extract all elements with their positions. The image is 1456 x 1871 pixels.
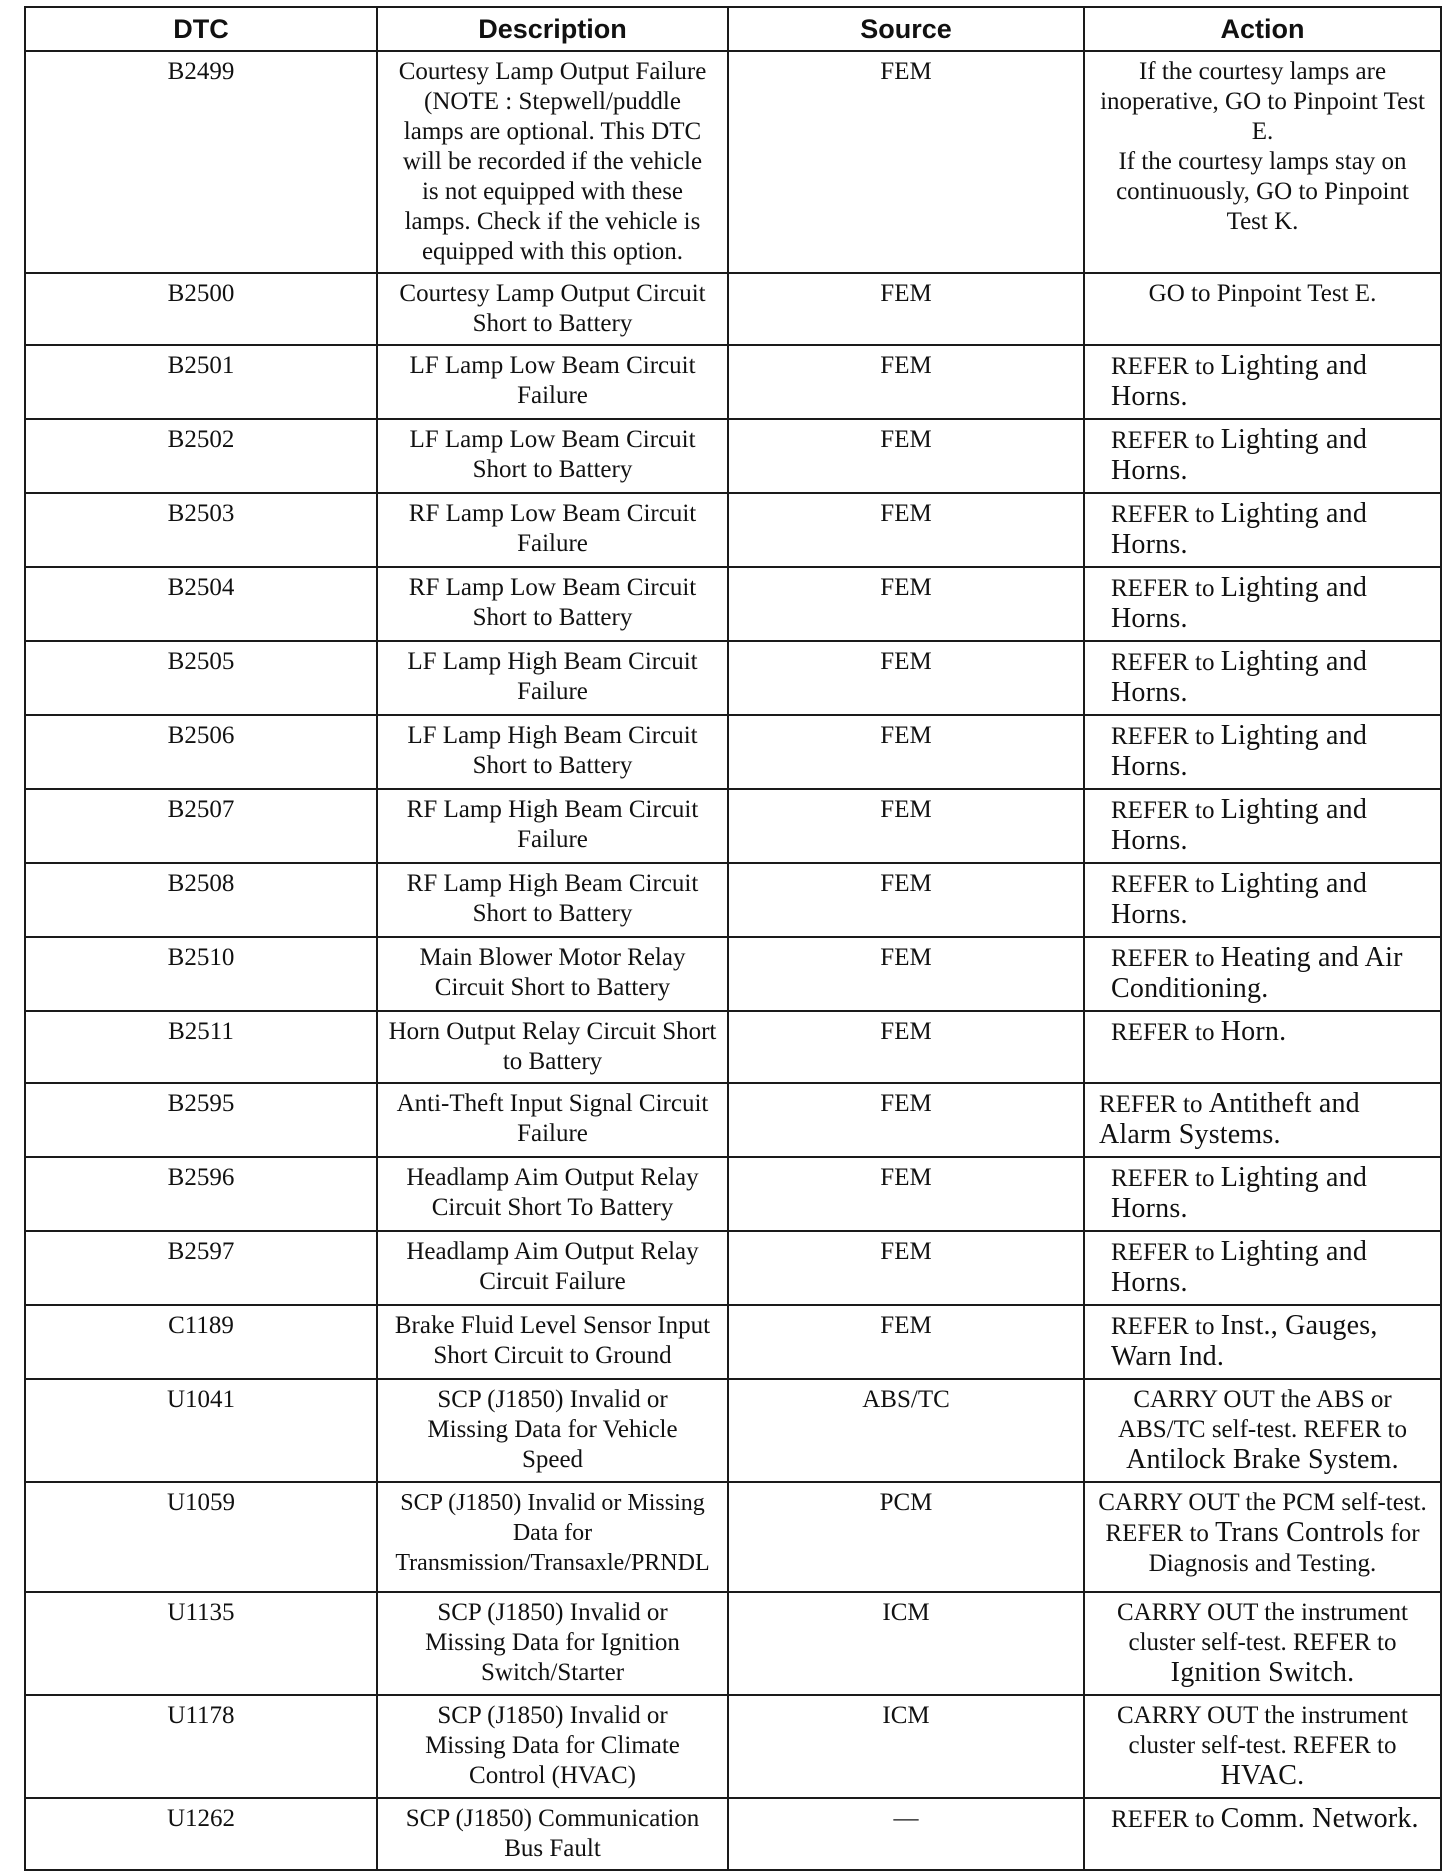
table-row	[25, 863, 1441, 937]
dtc-source: ABS/TC	[728, 1379, 1084, 1482]
dtc-action	[1084, 1592, 1441, 1695]
dtc-action	[1084, 493, 1441, 567]
dtc-description: LF Lamp High Beam Circuit Failure	[377, 641, 728, 715]
table-row	[25, 1231, 1441, 1305]
reference-link[interactable]: Lighting and Horns.	[1111, 868, 1368, 930]
table-row	[25, 567, 1441, 641]
dtc-table	[24, 6, 1442, 1871]
dtc-description: RF Lamp Low Beam Circuit Failure	[377, 493, 728, 567]
dtc-source: FEM	[728, 789, 1084, 863]
dtc-description: RF Lamp Low Beam Circuit Short to Battery	[377, 567, 728, 641]
dtc-source: ICM	[728, 1592, 1084, 1695]
header-row	[25, 7, 1441, 51]
header-dtc: DTC	[25, 7, 377, 51]
action-prefix: REFER to	[1111, 427, 1215, 454]
dtc-description: Courtesy Lamp Output Circuit Short to Battery	[377, 273, 728, 345]
header-source: Source	[728, 7, 1084, 51]
dtc-source: FEM	[728, 493, 1084, 567]
dtc-action	[1084, 1482, 1441, 1592]
action-text: CARRY OUT the instrument cluster self-test. REFER to	[1117, 1599, 1408, 1656]
dtc-description: Main Blower Motor Relay Circuit Short to Battery	[377, 937, 728, 1011]
dtc-description: Headlamp Aim Output Relay Circuit Short To Battery	[377, 1157, 728, 1231]
dtc-description: SCP (J1850) Invalid or Missing Data for Transmission/Transaxle/PRNDL	[377, 1482, 728, 1592]
dtc-code: U1041	[25, 1379, 377, 1482]
action-prefix: REFER to	[1111, 575, 1215, 602]
reference-link[interactable]: Inst., Gauges, Warn Ind.	[1111, 1310, 1378, 1372]
table-row	[25, 51, 1441, 273]
table-row	[25, 1482, 1441, 1592]
dtc-action	[1084, 641, 1441, 715]
action-prefix: REFER to	[1111, 1165, 1215, 1192]
dtc-description: Anti-Theft Input Signal Circuit Failure	[377, 1083, 728, 1157]
dtc-description: LF Lamp Low Beam Circuit Short to Battery	[377, 419, 728, 493]
reference-link[interactable]: Lighting and Horns.	[1111, 498, 1368, 560]
table-row	[25, 1379, 1441, 1482]
action-prefix: REFER to	[1099, 1091, 1203, 1118]
table-row	[25, 937, 1441, 1011]
dtc-code: B2595	[25, 1083, 377, 1157]
dtc-source: PCM	[728, 1482, 1084, 1592]
action-prefix: REFER to	[1111, 797, 1215, 824]
dtc-action	[1084, 1379, 1441, 1482]
dtc-action	[1084, 51, 1441, 273]
action-text: GO to Pinpoint Test E.	[1148, 280, 1377, 307]
reference-link[interactable]: Horn.	[1220, 1016, 1287, 1047]
action-prefix: REFER to	[1111, 945, 1215, 972]
dtc-code: B2505	[25, 641, 377, 715]
dtc-source: —	[728, 1798, 1084, 1870]
dtc-source: FEM	[728, 1011, 1084, 1083]
dtc-action	[1084, 345, 1441, 419]
header-description: Description	[377, 7, 728, 51]
reference-link[interactable]: Lighting and Horns.	[1111, 646, 1368, 708]
reference-link[interactable]: Lighting and Horns.	[1111, 794, 1368, 856]
dtc-description: Brake Fluid Level Sensor Input Short Circuit to Ground	[377, 1305, 728, 1379]
dtc-source: FEM	[728, 419, 1084, 493]
table-row	[25, 419, 1441, 493]
table-row	[25, 1798, 1441, 1870]
dtc-action	[1084, 863, 1441, 937]
action-prefix: REFER to	[1111, 1313, 1215, 1340]
reference-link[interactable]: Lighting and Horns.	[1111, 1162, 1368, 1224]
dtc-description: Horn Output Relay Circuit Short to Battery	[377, 1011, 728, 1083]
dtc-source: FEM	[728, 345, 1084, 419]
dtc-description: SCP (J1850) Invalid or Missing Data for Ignition Switch/Starter	[377, 1592, 728, 1695]
reference-link[interactable]: Antilock Brake System.	[1126, 1444, 1399, 1475]
dtc-code: B2511	[25, 1011, 377, 1083]
dtc-description: RF Lamp High Beam Circuit Failure	[377, 789, 728, 863]
dtc-code: B2501	[25, 345, 377, 419]
dtc-action	[1084, 1157, 1441, 1231]
reference-link[interactable]: Heating and Air Conditioning.	[1111, 942, 1403, 1004]
dtc-code: U1178	[25, 1695, 377, 1798]
dtc-description: SCP (J1850) Invalid or Missing Data for Vehicle Speed	[377, 1379, 728, 1482]
action-prefix: REFER to	[1111, 353, 1215, 380]
dtc-code: B2503	[25, 493, 377, 567]
action-prefix: REFER to	[1111, 649, 1215, 676]
dtc-code: B2597	[25, 1231, 377, 1305]
action-text: If the courtesy lamps are inoperative, GO to Pinpoint Test E.	[1100, 58, 1425, 145]
table-row	[25, 1157, 1441, 1231]
dtc-source: FEM	[728, 567, 1084, 641]
action-prefix: REFER to	[1111, 501, 1215, 528]
table-row	[25, 273, 1441, 345]
dtc-source: FEM	[728, 1157, 1084, 1231]
dtc-action	[1084, 789, 1441, 863]
reference-link[interactable]: Comm. Network.	[1220, 1803, 1419, 1834]
dtc-code: B2508	[25, 863, 377, 937]
dtc-action	[1084, 419, 1441, 493]
table-row	[25, 1695, 1441, 1798]
dtc-action	[1084, 1305, 1441, 1379]
reference-link[interactable]: HVAC.	[1220, 1760, 1305, 1791]
action-text: If the courtesy lamps stay on continuously, GO to Pinpoint Test K.	[1116, 148, 1409, 235]
header-action: Action	[1084, 7, 1441, 51]
dtc-code: B2510	[25, 937, 377, 1011]
dtc-action	[1084, 567, 1441, 641]
dtc-description: SCP (J1850) Invalid or Missing Data for Climate Control (HVAC)	[377, 1695, 728, 1798]
reference-link[interactable]: Lighting and Horns.	[1111, 720, 1368, 782]
table-row	[25, 493, 1441, 567]
action-prefix: REFER to	[1111, 723, 1215, 750]
reference-link[interactable]: Lighting and Horns.	[1111, 572, 1368, 634]
reference-link[interactable]: Lighting and Horns.	[1111, 350, 1368, 412]
dtc-action	[1084, 715, 1441, 789]
dtc-code: B2596	[25, 1157, 377, 1231]
action-prefix: REFER to	[1111, 871, 1215, 898]
dtc-code: B2507	[25, 789, 377, 863]
dtc-source: FEM	[728, 273, 1084, 345]
table-row	[25, 641, 1441, 715]
dtc-description: Courtesy Lamp Output Failure (NOTE : Stepwell/puddle lamps are optional. This DTC will be recorded if the vehicle is not equipped with these lamps. Check if the vehicle is equipped with this option.	[377, 51, 728, 273]
dtc-description: LF Lamp High Beam Circuit Short to Battery	[377, 715, 728, 789]
dtc-source: FEM	[728, 863, 1084, 937]
reference-link[interactable]: Trans Controls	[1215, 1517, 1385, 1548]
dtc-code: B2500	[25, 273, 377, 345]
reference-link[interactable]: Antitheft and Alarm Systems.	[1099, 1088, 1360, 1150]
dtc-action	[1084, 937, 1441, 1011]
dtc-code: C1189	[25, 1305, 377, 1379]
dtc-source: FEM	[728, 1083, 1084, 1157]
dtc-code: U1262	[25, 1798, 377, 1870]
dtc-action	[1084, 1011, 1441, 1083]
dtc-code: U1135	[25, 1592, 377, 1695]
action-prefix: REFER to	[1111, 1239, 1215, 1266]
reference-link[interactable]: Lighting and Horns.	[1111, 1236, 1368, 1298]
dtc-code: B2499	[25, 51, 377, 273]
dtc-description: SCP (J1850) Communication Bus Fault	[377, 1798, 728, 1870]
dtc-page	[24, 6, 1440, 1871]
table-row	[25, 1011, 1441, 1083]
action-text: CARRY OUT the PCM self-test. REFER to	[1098, 1489, 1427, 1547]
action-text: CARRY OUT the ABS or ABS/TC self-test. REFER to	[1118, 1386, 1407, 1443]
dtc-description: Headlamp Aim Output Relay Circuit Failure	[377, 1231, 728, 1305]
dtc-source: FEM	[728, 51, 1084, 273]
table-row	[25, 1083, 1441, 1157]
dtc-code: B2504	[25, 567, 377, 641]
dtc-action	[1084, 273, 1441, 345]
action-prefix: REFER to	[1111, 1019, 1215, 1046]
action-text: CARRY OUT the instrument cluster self-test. REFER to	[1117, 1702, 1408, 1759]
dtc-action	[1084, 1798, 1441, 1870]
table-row	[25, 789, 1441, 863]
table-row	[25, 1305, 1441, 1379]
action-prefix: REFER to	[1111, 1806, 1215, 1833]
table-row	[25, 715, 1441, 789]
dtc-code: B2502	[25, 419, 377, 493]
dtc-source: FEM	[728, 937, 1084, 1011]
dtc-source: ICM	[728, 1695, 1084, 1798]
dtc-action	[1084, 1695, 1441, 1798]
dtc-source: FEM	[728, 1231, 1084, 1305]
dtc-description: RF Lamp High Beam Circuit Short to Battery	[377, 863, 728, 937]
dtc-source: FEM	[728, 641, 1084, 715]
reference-link[interactable]: Ignition Switch.	[1170, 1657, 1355, 1688]
dtc-code: U1059	[25, 1482, 377, 1592]
dtc-source: FEM	[728, 1305, 1084, 1379]
action-suffix: for Diagnosis and Testing.	[1148, 1520, 1420, 1577]
dtc-code: B2506	[25, 715, 377, 789]
reference-link[interactable]: Lighting and Horns.	[1111, 424, 1368, 486]
dtc-action	[1084, 1231, 1441, 1305]
dtc-description: LF Lamp Low Beam Circuit Failure	[377, 345, 728, 419]
dtc-action	[1084, 1083, 1441, 1157]
table-row	[25, 345, 1441, 419]
dtc-source: FEM	[728, 715, 1084, 789]
table-row	[25, 1592, 1441, 1695]
